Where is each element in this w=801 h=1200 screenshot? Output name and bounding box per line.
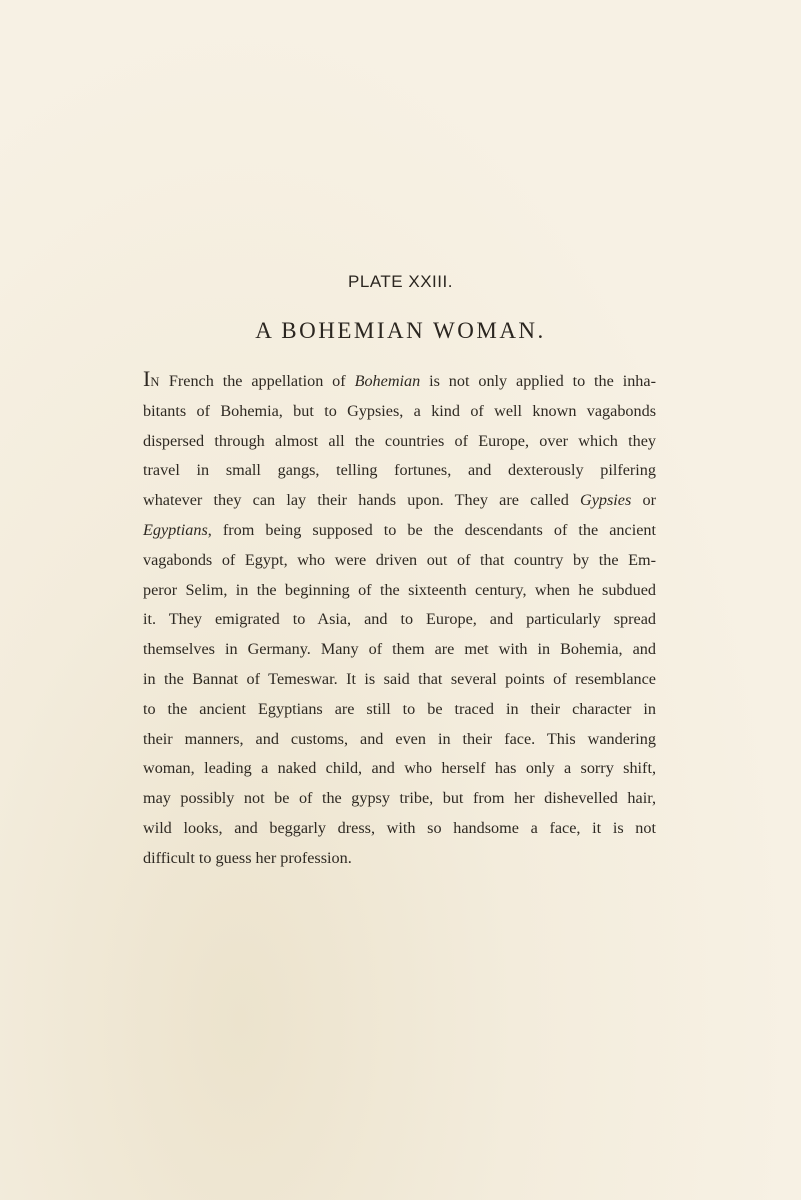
- text-segment: whatever they can lay their hands upon. They are called: [143, 491, 581, 510]
- text-line-11: in the Bannat of Temeswar. It is said that several points of resemblance: [143, 669, 656, 688]
- text-line-13: their manners, and customs, and even in their face. This wandering: [143, 729, 656, 748]
- text-line-7: vagabonds of Egypt, who were driven out of that country by the Em-: [143, 550, 656, 569]
- text-line-16: wild looks, and beggarly dress, with so handsome a face, it is not: [143, 818, 656, 837]
- text-line-8: peror Selim, in the beginning of the sixteenth century, when he subdued: [143, 580, 656, 599]
- italic-word: Egyptians: [143, 520, 208, 539]
- text-line-4: travel in small gangs, telling fortunes, and dexterously pilfering: [143, 461, 656, 480]
- text-line-9: it. They emigrated to Asia, and to Europe, and particularly spread: [143, 610, 656, 629]
- text-segment: or: [631, 491, 657, 510]
- drop-cap: I: [143, 366, 151, 391]
- text-line-15: may possibly not be of the gypsy tribe, but from her dishevelled hair,: [143, 789, 656, 808]
- text-line-14: woman, leading a naked child, and who herself has only a sorry shift,: [143, 759, 656, 778]
- text-segment: is not only applied to the inha-: [420, 372, 656, 390]
- plate-label: PLATE XXIII.: [348, 272, 453, 291]
- text-segment: French the appellation of: [159, 372, 355, 390]
- italic-word: Bohemian: [354, 372, 421, 390]
- text-line-12: to the ancient Egyptians are still to be traced in their character in: [143, 699, 656, 718]
- text-line-3: dispersed through almost all the countries of Europe, over which they: [143, 431, 656, 450]
- text-segment: , from being supposed to be the descendants of the ancient: [207, 520, 656, 539]
- body-paragraph: [143, 367, 656, 874]
- text-line-10: themselves in Germany. Many of them are met with in Bohemia, and: [143, 640, 656, 659]
- text-line-5: [143, 486, 656, 516]
- text-line-2: bitants of Bohemia, but to Gypsies, a kind of well known vagabonds: [143, 401, 656, 420]
- text-line-6: [143, 516, 656, 546]
- text-line-1: [143, 367, 656, 397]
- italic-word: Gypsies: [580, 491, 632, 510]
- text-line-17: difficult to guess her profession.: [143, 848, 352, 867]
- small-caps-word: N: [150, 375, 160, 389]
- page-title: A BOHEMIAN WOMAN.: [255, 318, 546, 343]
